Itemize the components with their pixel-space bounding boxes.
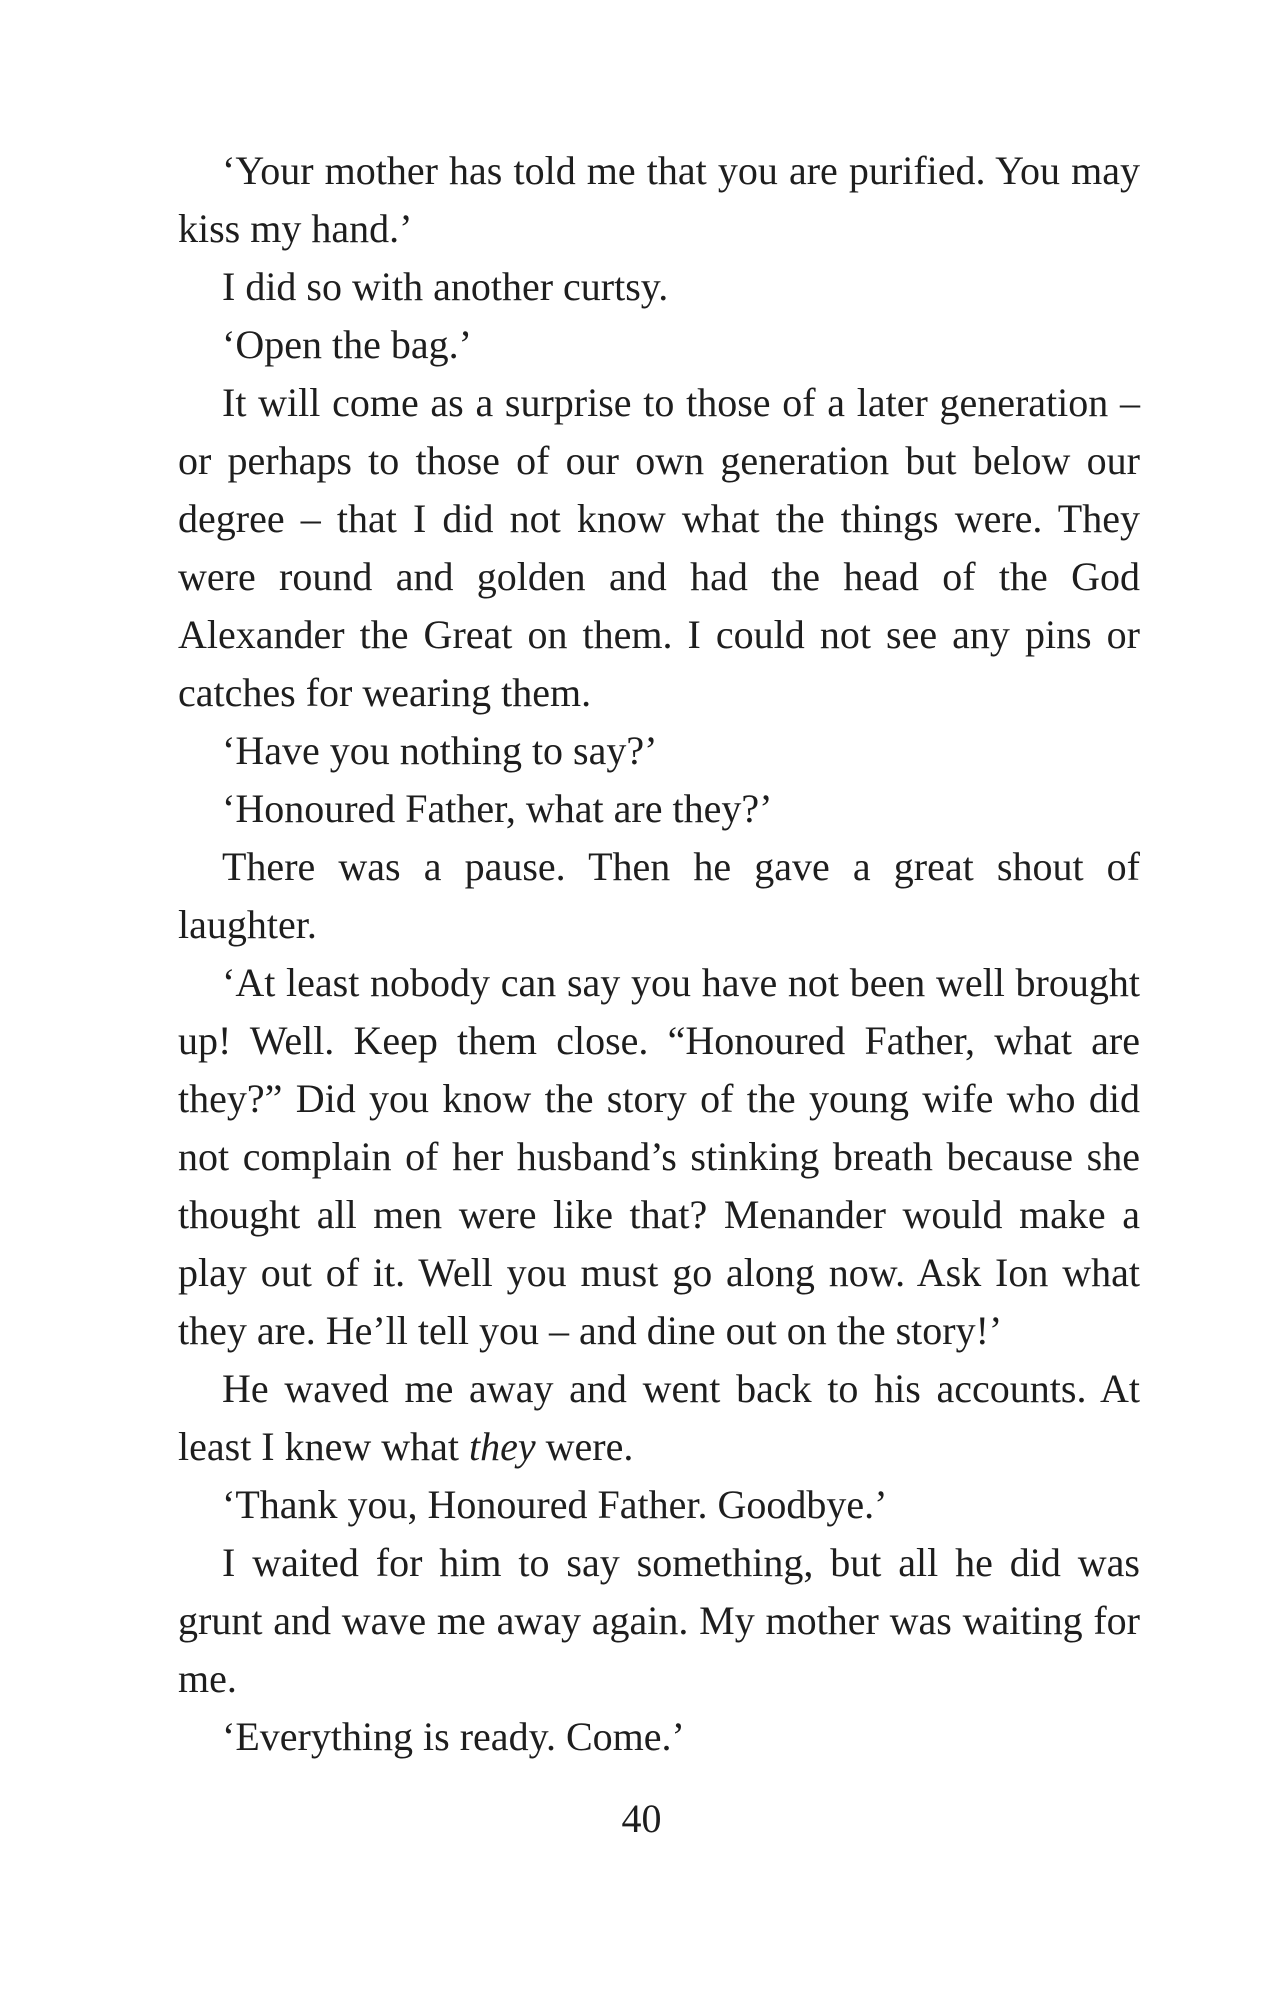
paragraph: ‘Honoured Father, what are they?’ [222,786,773,831]
paragraph-text-before: He waved me away and went back to his accounts. At least I knew what [178,1366,1140,1469]
paragraph: There was a pause. Then he gave a great shout of laughter. [178,844,1140,947]
paragraph: It will come as a surprise to those of a later generation – or perhaps to those of our own generation but below our degree – that I did not know what the things were. They were round and golden and had the head of the God Alexander the Great on them. I could not see any pins or catches for wearing them. [178,380,1140,715]
paragraph: ‘Thank you, Honoured Father. Goodbye.’ [222,1482,888,1527]
paragraph: I did so with another curtsy. [222,264,669,309]
paragraph: ‘At least nobody can say you have not been well brought up! Well. Keep them close. “Honoured Father, what are they?” Did you know the story of the young wife who did not complain of her husband’s stinking breath because she thought all men were like that? Menander would make a play out of it. Well you must go along now. Ask Ion what they are. He’ll tell you – and dine out on the story!’ [178,960,1140,1353]
paragraph: ‘Your mother has told me that you are purified. You may kiss my hand.’ [178,148,1140,251]
body-text [178,142,1140,1766]
paragraph-with-emphasis [178,1360,1140,1476]
paragraph: I waited for him to say something, but all he did was grunt and wave me away again. My mother was waiting for me. [178,1540,1140,1701]
paragraph-text-after: were. [535,1424,634,1469]
page-number: 40 [621,1796,662,1841]
paragraph: ‘Open the bag.’ [222,322,472,367]
emphasized-word: they [469,1424,536,1469]
paragraph: ‘Have you nothing to say?’ [222,728,658,773]
paragraph: ‘Everything is ready. Come.’ [222,1714,685,1759]
